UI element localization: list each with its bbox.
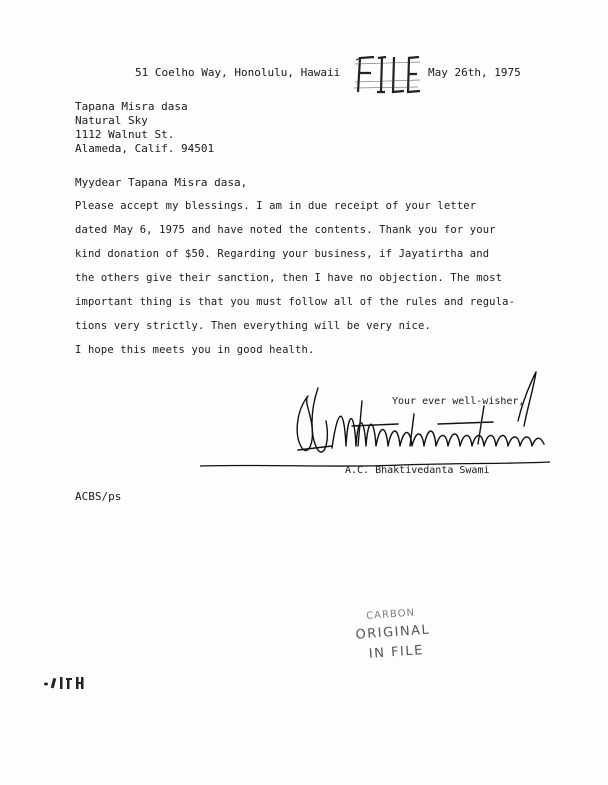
typist-initials: ACBS/ps — [75, 490, 122, 503]
recipient-name: Tapana Misra dasa — [75, 100, 188, 113]
body-line: tions very strictly. Then everything will be very nice. — [75, 320, 431, 332]
sender-address: 51 Coelho Way, Honolulu, Hawaii — [135, 66, 341, 79]
ink-smudge — [40, 672, 90, 694]
recipient-line2: Natural Sky — [75, 114, 148, 127]
stamp-line-carbon: CARBON — [365, 607, 416, 622]
body-line: dated May 6, 1975 and have noted the contents. Thank you for your — [75, 224, 496, 236]
file-stamp — [352, 52, 422, 98]
stamp-line-original: ORIGINAL — [355, 622, 431, 643]
salutation: Myydear Tapana Misra dasa, — [75, 176, 248, 189]
body-line-closing-wish: I hope this meets you in good health. — [75, 344, 315, 356]
carbon-original-stamp — [338, 601, 453, 679]
body-line: kind donation of $50. Regarding your business, if Jayatirtha and — [75, 248, 490, 260]
letter-date: May 26th, 1975 — [428, 66, 521, 79]
recipient-city: Alameda, Calif. 94501 — [75, 142, 215, 155]
closing: Your ever well-wisher, — [392, 396, 525, 407]
body-line: important thing is that you must follow all of the rules and regula- — [75, 296, 516, 308]
signatory-name: A.C. Bhaktivedanta Swami — [345, 465, 490, 476]
body-line: Please accept my blessings. I am in due receipt of your letter — [75, 200, 477, 212]
body-line: the others give their sanction, then I have no objection. The most — [75, 272, 503, 284]
stamp-line-in-file: IN FILE — [368, 643, 425, 662]
recipient-street: 1112 Walnut St. — [75, 128, 175, 141]
